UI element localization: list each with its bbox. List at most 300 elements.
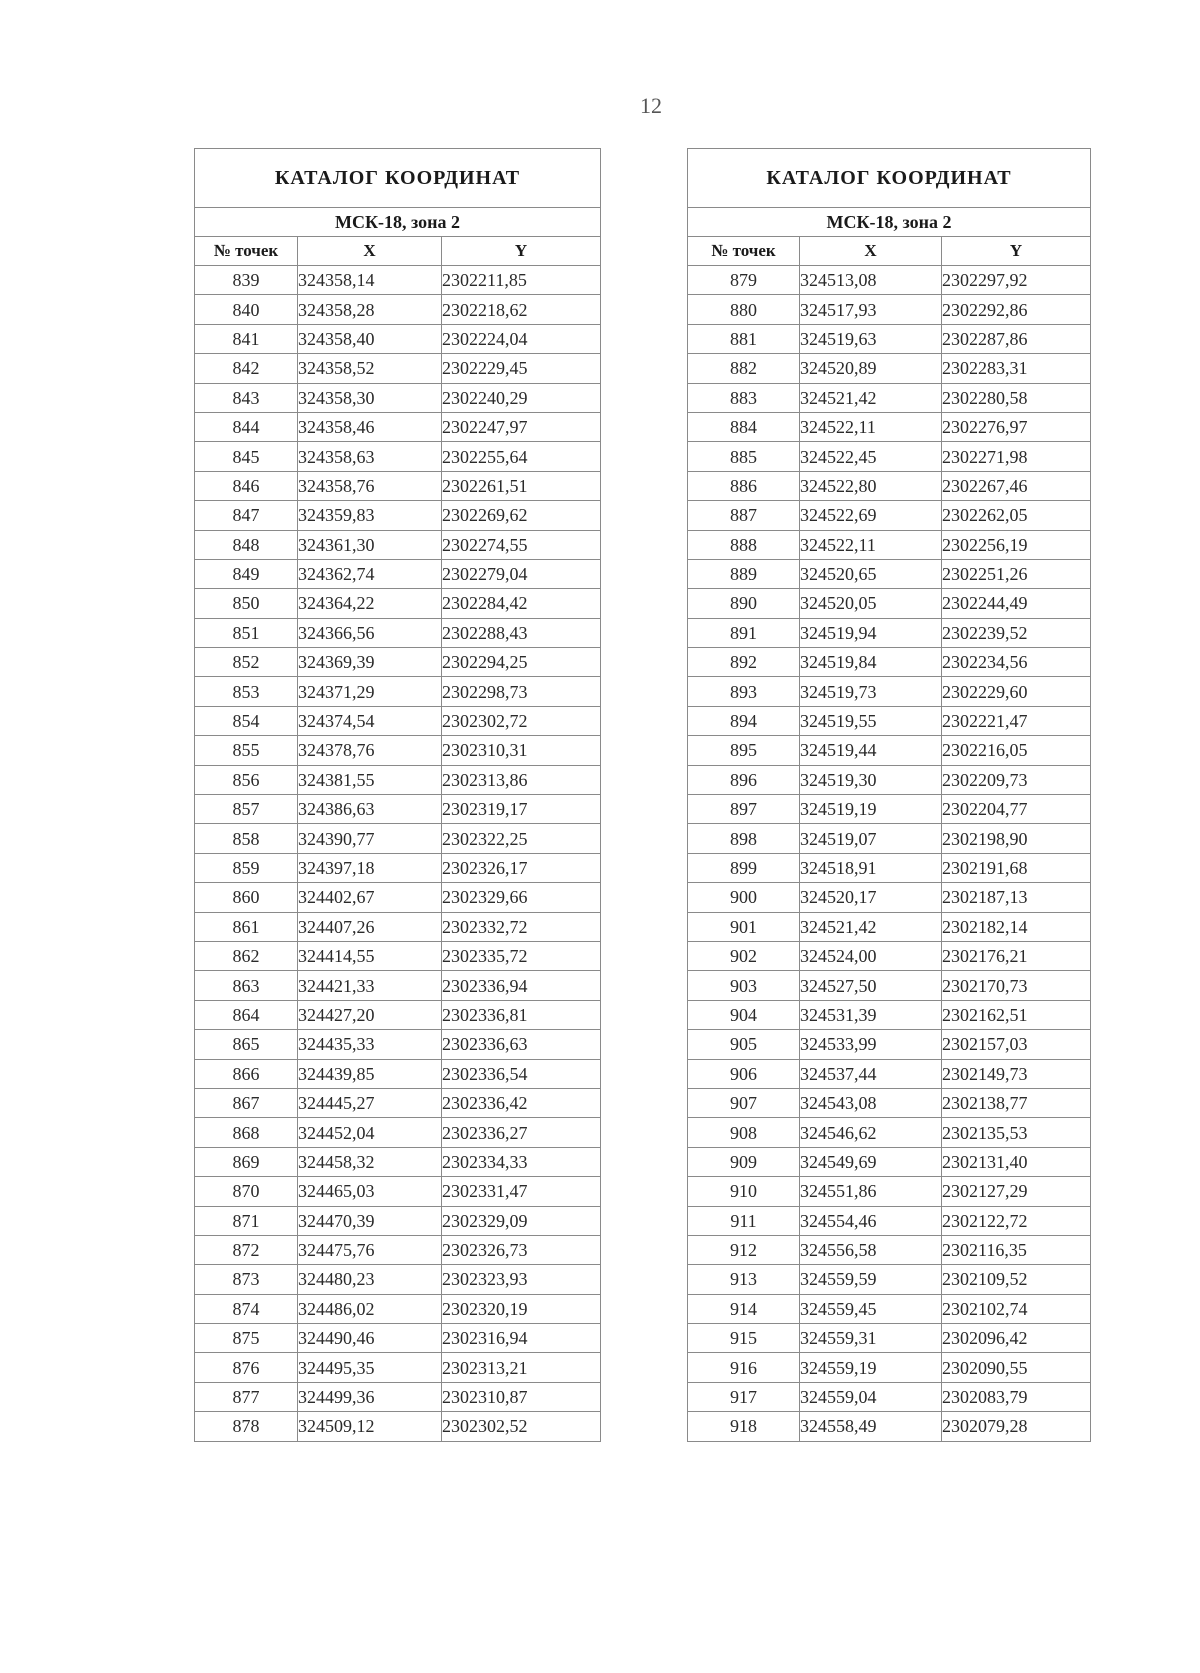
table-row xyxy=(195,941,601,970)
table-row xyxy=(195,912,601,941)
y-coordinate-cell: 2302292,86 xyxy=(942,295,1091,324)
table-row xyxy=(688,971,1091,1000)
x-coordinate-cell: 324445,27 xyxy=(298,1088,442,1117)
x-coordinate-cell: 324414,55 xyxy=(298,941,442,970)
x-coordinate-cell: 324359,83 xyxy=(298,501,442,530)
x-coordinate-cell: 324358,46 xyxy=(298,412,442,441)
point-number-cell: 878 xyxy=(195,1412,298,1441)
x-coordinate-cell: 324366,56 xyxy=(298,618,442,647)
x-coordinate-cell: 324520,65 xyxy=(800,559,942,588)
point-number-cell: 842 xyxy=(195,354,298,383)
table-row xyxy=(688,912,1091,941)
point-number-cell: 863 xyxy=(195,971,298,1000)
table-row xyxy=(688,795,1091,824)
point-number-cell: 916 xyxy=(688,1353,800,1382)
point-number-cell: 864 xyxy=(195,1000,298,1029)
y-coordinate-cell: 2302298,73 xyxy=(442,677,601,706)
table-row xyxy=(688,383,1091,412)
x-coordinate-cell: 324369,39 xyxy=(298,648,442,677)
table-row xyxy=(688,824,1091,853)
y-coordinate-cell: 2302326,73 xyxy=(442,1235,601,1264)
point-number-cell: 882 xyxy=(688,354,800,383)
column-header-point-number: № точек xyxy=(195,237,298,266)
y-coordinate-cell: 2302131,40 xyxy=(942,1147,1091,1176)
x-coordinate-cell: 324559,59 xyxy=(800,1265,942,1294)
point-number-cell: 913 xyxy=(688,1265,800,1294)
table-row xyxy=(195,324,601,353)
point-number-cell: 883 xyxy=(688,383,800,412)
point-number-cell: 868 xyxy=(195,1118,298,1147)
point-number-cell: 917 xyxy=(688,1382,800,1411)
y-coordinate-cell: 2302271,98 xyxy=(942,442,1091,471)
y-coordinate-cell: 2302331,47 xyxy=(442,1177,601,1206)
x-coordinate-cell: 324513,08 xyxy=(800,266,942,295)
table-row xyxy=(195,1059,601,1088)
table-row xyxy=(688,765,1091,794)
table-row xyxy=(195,1000,601,1029)
x-coordinate-cell: 324519,07 xyxy=(800,824,942,853)
table-row xyxy=(195,442,601,471)
y-coordinate-cell: 2302176,21 xyxy=(942,941,1091,970)
point-number-cell: 918 xyxy=(688,1412,800,1441)
x-coordinate-cell: 324533,99 xyxy=(800,1030,942,1059)
table-row xyxy=(688,412,1091,441)
y-coordinate-cell: 2302276,97 xyxy=(942,412,1091,441)
point-number-cell: 876 xyxy=(195,1353,298,1382)
point-number-cell: 869 xyxy=(195,1147,298,1176)
table-row xyxy=(688,442,1091,471)
x-coordinate-cell: 324358,28 xyxy=(298,295,442,324)
table-row xyxy=(195,648,601,677)
table-row xyxy=(195,471,601,500)
y-coordinate-cell: 2302135,53 xyxy=(942,1118,1091,1147)
table-row xyxy=(688,883,1091,912)
y-coordinate-cell: 2302313,86 xyxy=(442,765,601,794)
x-coordinate-cell: 324522,45 xyxy=(800,442,942,471)
table-row xyxy=(688,1147,1091,1176)
x-coordinate-cell: 324519,84 xyxy=(800,648,942,677)
y-coordinate-cell: 2302310,31 xyxy=(442,736,601,765)
x-coordinate-cell: 324527,50 xyxy=(800,971,942,1000)
table-subtitle: МСК-18, зона 2 xyxy=(195,208,601,237)
point-number-cell: 839 xyxy=(195,266,298,295)
point-number-cell: 908 xyxy=(688,1118,800,1147)
x-coordinate-cell: 324519,55 xyxy=(800,706,942,735)
x-coordinate-cell: 324520,89 xyxy=(800,354,942,383)
table-row xyxy=(688,706,1091,735)
point-number-cell: 891 xyxy=(688,618,800,647)
y-coordinate-cell: 2302274,55 xyxy=(442,530,601,559)
point-number-cell: 840 xyxy=(195,295,298,324)
table-row xyxy=(688,559,1091,588)
x-coordinate-cell: 324374,54 xyxy=(298,706,442,735)
table-row xyxy=(195,1147,601,1176)
y-coordinate-cell: 2302116,35 xyxy=(942,1235,1091,1264)
point-number-cell: 854 xyxy=(195,706,298,735)
y-coordinate-cell: 2302329,09 xyxy=(442,1206,601,1235)
table-row xyxy=(195,736,601,765)
x-coordinate-cell: 324517,93 xyxy=(800,295,942,324)
y-coordinate-cell: 2302336,27 xyxy=(442,1118,601,1147)
y-coordinate-cell: 2302191,68 xyxy=(942,853,1091,882)
point-number-cell: 860 xyxy=(195,883,298,912)
x-coordinate-cell: 324520,17 xyxy=(800,883,942,912)
y-coordinate-cell: 2302302,52 xyxy=(442,1412,601,1441)
table-row xyxy=(688,1059,1091,1088)
point-number-cell: 877 xyxy=(195,1382,298,1411)
table-row xyxy=(688,736,1091,765)
table-row xyxy=(195,1088,601,1117)
table-row xyxy=(688,1088,1091,1117)
y-coordinate-cell: 2302244,49 xyxy=(942,589,1091,618)
table-row xyxy=(195,354,601,383)
table-row xyxy=(195,1412,601,1441)
table-body xyxy=(195,266,601,1442)
point-number-cell: 909 xyxy=(688,1147,800,1176)
x-coordinate-cell: 324521,42 xyxy=(800,912,942,941)
y-coordinate-cell: 2302336,54 xyxy=(442,1059,601,1088)
table-row xyxy=(688,853,1091,882)
table-row xyxy=(195,1294,601,1323)
x-coordinate-cell: 324522,11 xyxy=(800,530,942,559)
point-number-cell: 895 xyxy=(688,736,800,765)
point-number-cell: 881 xyxy=(688,324,800,353)
table-row xyxy=(688,1265,1091,1294)
y-coordinate-cell: 2302204,77 xyxy=(942,795,1091,824)
point-number-cell: 861 xyxy=(195,912,298,941)
point-number-cell: 855 xyxy=(195,736,298,765)
point-number-cell: 847 xyxy=(195,501,298,530)
x-coordinate-cell: 324549,69 xyxy=(800,1147,942,1176)
table-row xyxy=(195,383,601,412)
point-number-cell: 862 xyxy=(195,941,298,970)
x-coordinate-cell: 324402,67 xyxy=(298,883,442,912)
point-number-cell: 849 xyxy=(195,559,298,588)
point-number-cell: 887 xyxy=(688,501,800,530)
x-coordinate-cell: 324362,74 xyxy=(298,559,442,588)
y-coordinate-cell: 2302332,72 xyxy=(442,912,601,941)
point-number-cell: 850 xyxy=(195,589,298,618)
table-title: КАТАЛОГ КООРДИНАТ xyxy=(195,149,601,208)
y-coordinate-cell: 2302267,46 xyxy=(942,471,1091,500)
x-coordinate-cell: 324521,42 xyxy=(800,383,942,412)
point-number-cell: 858 xyxy=(195,824,298,853)
x-coordinate-cell: 324519,19 xyxy=(800,795,942,824)
x-coordinate-cell: 324520,05 xyxy=(800,589,942,618)
x-coordinate-cell: 324358,63 xyxy=(298,442,442,471)
y-coordinate-cell: 2302247,97 xyxy=(442,412,601,441)
y-coordinate-cell: 2302102,74 xyxy=(942,1294,1091,1323)
y-coordinate-cell: 2302297,92 xyxy=(942,266,1091,295)
table-row xyxy=(195,1324,601,1353)
table-row xyxy=(195,412,601,441)
table-row xyxy=(688,1324,1091,1353)
y-coordinate-cell: 2302122,72 xyxy=(942,1206,1091,1235)
x-coordinate-cell: 324378,76 xyxy=(298,736,442,765)
point-number-cell: 898 xyxy=(688,824,800,853)
point-number-cell: 867 xyxy=(195,1088,298,1117)
y-coordinate-cell: 2302269,62 xyxy=(442,501,601,530)
x-coordinate-cell: 324361,30 xyxy=(298,530,442,559)
point-number-cell: 856 xyxy=(195,765,298,794)
table-row xyxy=(688,1030,1091,1059)
coordinate-catalog-table xyxy=(194,148,601,1442)
coordinate-catalog-table xyxy=(687,148,1091,1442)
x-coordinate-cell: 324381,55 xyxy=(298,765,442,794)
y-coordinate-cell: 2302224,04 xyxy=(442,324,601,353)
x-coordinate-cell: 324421,33 xyxy=(298,971,442,1000)
x-coordinate-cell: 324531,39 xyxy=(800,1000,942,1029)
x-coordinate-cell: 324551,86 xyxy=(800,1177,942,1206)
y-coordinate-cell: 2302211,85 xyxy=(442,266,601,295)
y-coordinate-cell: 2302138,77 xyxy=(942,1088,1091,1117)
x-coordinate-cell: 324475,76 xyxy=(298,1235,442,1264)
point-number-cell: 894 xyxy=(688,706,800,735)
y-coordinate-cell: 2302218,62 xyxy=(442,295,601,324)
y-coordinate-cell: 2302302,72 xyxy=(442,706,601,735)
y-coordinate-cell: 2302335,72 xyxy=(442,941,601,970)
y-coordinate-cell: 2302149,73 xyxy=(942,1059,1091,1088)
table-row xyxy=(195,1265,601,1294)
point-number-cell: 872 xyxy=(195,1235,298,1264)
point-number-cell: 880 xyxy=(688,295,800,324)
x-coordinate-cell: 324524,00 xyxy=(800,941,942,970)
table-row xyxy=(195,618,601,647)
y-coordinate-cell: 2302283,31 xyxy=(942,354,1091,383)
y-coordinate-cell: 2302323,93 xyxy=(442,1265,601,1294)
table-row xyxy=(688,530,1091,559)
column-header-point-number: № точек xyxy=(688,237,800,266)
y-coordinate-cell: 2302209,73 xyxy=(942,765,1091,794)
x-coordinate-cell: 324407,26 xyxy=(298,912,442,941)
table-row xyxy=(195,295,601,324)
point-number-cell: 907 xyxy=(688,1088,800,1117)
table-row xyxy=(688,1206,1091,1235)
x-coordinate-cell: 324537,44 xyxy=(800,1059,942,1088)
point-number-cell: 912 xyxy=(688,1235,800,1264)
table-row xyxy=(195,1177,601,1206)
point-number-cell: 890 xyxy=(688,589,800,618)
column-header-x: X xyxy=(800,237,942,266)
table-row xyxy=(195,706,601,735)
point-number-cell: 902 xyxy=(688,941,800,970)
point-number-cell: 848 xyxy=(195,530,298,559)
x-coordinate-cell: 324470,39 xyxy=(298,1206,442,1235)
point-number-cell: 910 xyxy=(688,1177,800,1206)
y-coordinate-cell: 2302280,58 xyxy=(942,383,1091,412)
x-coordinate-cell: 324519,73 xyxy=(800,677,942,706)
point-number-cell: 896 xyxy=(688,765,800,794)
x-coordinate-cell: 324435,33 xyxy=(298,1030,442,1059)
y-coordinate-cell: 2302261,51 xyxy=(442,471,601,500)
x-coordinate-cell: 324559,45 xyxy=(800,1294,942,1323)
column-header-y: Y xyxy=(442,237,601,266)
table-row xyxy=(195,1353,601,1382)
table-row xyxy=(195,266,601,295)
x-coordinate-cell: 324546,62 xyxy=(800,1118,942,1147)
x-coordinate-cell: 324480,23 xyxy=(298,1265,442,1294)
x-coordinate-cell: 324519,30 xyxy=(800,765,942,794)
y-coordinate-cell: 2302234,56 xyxy=(942,648,1091,677)
point-number-cell: 889 xyxy=(688,559,800,588)
y-coordinate-cell: 2302320,19 xyxy=(442,1294,601,1323)
x-coordinate-cell: 324371,29 xyxy=(298,677,442,706)
x-coordinate-cell: 324397,18 xyxy=(298,853,442,882)
table-row xyxy=(688,1294,1091,1323)
table-row xyxy=(688,1382,1091,1411)
page-number: 12 xyxy=(640,93,662,118)
x-coordinate-cell: 324499,36 xyxy=(298,1382,442,1411)
table-row xyxy=(688,677,1091,706)
table-row xyxy=(195,853,601,882)
x-coordinate-cell: 324390,77 xyxy=(298,824,442,853)
table-row xyxy=(688,266,1091,295)
x-coordinate-cell: 324358,30 xyxy=(298,383,442,412)
y-coordinate-cell: 2302336,42 xyxy=(442,1088,601,1117)
point-number-cell: 885 xyxy=(688,442,800,471)
point-number-cell: 871 xyxy=(195,1206,298,1235)
y-coordinate-cell: 2302229,60 xyxy=(942,677,1091,706)
y-coordinate-cell: 2302334,33 xyxy=(442,1147,601,1176)
point-number-cell: 873 xyxy=(195,1265,298,1294)
table-row xyxy=(195,1206,601,1235)
table-row xyxy=(688,1000,1091,1029)
x-coordinate-cell: 324386,63 xyxy=(298,795,442,824)
x-coordinate-cell: 324543,08 xyxy=(800,1088,942,1117)
point-number-cell: 893 xyxy=(688,677,800,706)
table-row xyxy=(195,559,601,588)
point-number-cell: 884 xyxy=(688,412,800,441)
table-row xyxy=(195,501,601,530)
table-row xyxy=(195,971,601,1000)
y-coordinate-cell: 2302322,25 xyxy=(442,824,601,853)
y-coordinate-cell: 2302090,55 xyxy=(942,1353,1091,1382)
y-coordinate-cell: 2302336,81 xyxy=(442,1000,601,1029)
x-coordinate-cell: 324522,80 xyxy=(800,471,942,500)
x-coordinate-cell: 324559,31 xyxy=(800,1324,942,1353)
table-row xyxy=(688,295,1091,324)
table-row xyxy=(195,1118,601,1147)
point-number-cell: 875 xyxy=(195,1324,298,1353)
x-coordinate-cell: 324509,12 xyxy=(298,1412,442,1441)
y-coordinate-cell: 2302198,90 xyxy=(942,824,1091,853)
point-number-cell: 903 xyxy=(688,971,800,1000)
x-coordinate-cell: 324358,76 xyxy=(298,471,442,500)
x-coordinate-cell: 324452,04 xyxy=(298,1118,442,1147)
point-number-cell: 851 xyxy=(195,618,298,647)
table-row xyxy=(195,1382,601,1411)
table-row xyxy=(688,618,1091,647)
y-coordinate-cell: 2302229,45 xyxy=(442,354,601,383)
point-number-cell: 892 xyxy=(688,648,800,677)
x-coordinate-cell: 324556,58 xyxy=(800,1235,942,1264)
table-row xyxy=(688,1118,1091,1147)
table-row xyxy=(195,824,601,853)
y-coordinate-cell: 2302216,05 xyxy=(942,736,1091,765)
x-coordinate-cell: 324559,04 xyxy=(800,1382,942,1411)
x-coordinate-cell: 324522,69 xyxy=(800,501,942,530)
y-coordinate-cell: 2302255,64 xyxy=(442,442,601,471)
y-coordinate-cell: 2302310,87 xyxy=(442,1382,601,1411)
point-number-cell: 853 xyxy=(195,677,298,706)
point-number-cell: 843 xyxy=(195,383,298,412)
y-coordinate-cell: 2302294,25 xyxy=(442,648,601,677)
x-coordinate-cell: 324364,22 xyxy=(298,589,442,618)
y-coordinate-cell: 2302256,19 xyxy=(942,530,1091,559)
y-coordinate-cell: 2302187,13 xyxy=(942,883,1091,912)
table-row xyxy=(688,941,1091,970)
x-coordinate-cell: 324439,85 xyxy=(298,1059,442,1088)
x-coordinate-cell: 324522,11 xyxy=(800,412,942,441)
y-coordinate-cell: 2302170,73 xyxy=(942,971,1091,1000)
point-number-cell: 852 xyxy=(195,648,298,677)
x-coordinate-cell: 324358,52 xyxy=(298,354,442,383)
y-coordinate-cell: 2302079,28 xyxy=(942,1412,1091,1441)
x-coordinate-cell: 324458,32 xyxy=(298,1147,442,1176)
table-row xyxy=(688,648,1091,677)
point-number-cell: 906 xyxy=(688,1059,800,1088)
y-coordinate-cell: 2302127,29 xyxy=(942,1177,1091,1206)
point-number-cell: 845 xyxy=(195,442,298,471)
table-row xyxy=(688,1177,1091,1206)
x-coordinate-cell: 324558,49 xyxy=(800,1412,942,1441)
column-header-y: Y xyxy=(942,237,1091,266)
table-row xyxy=(688,354,1091,383)
point-number-cell: 897 xyxy=(688,795,800,824)
point-number-cell: 874 xyxy=(195,1294,298,1323)
point-number-cell: 905 xyxy=(688,1030,800,1059)
table-row xyxy=(195,677,601,706)
table-row xyxy=(195,1030,601,1059)
x-coordinate-cell: 324495,35 xyxy=(298,1353,442,1382)
y-coordinate-cell: 2302221,47 xyxy=(942,706,1091,735)
table-row xyxy=(195,795,601,824)
point-number-cell: 900 xyxy=(688,883,800,912)
point-number-cell: 844 xyxy=(195,412,298,441)
y-coordinate-cell: 2302096,42 xyxy=(942,1324,1091,1353)
point-number-cell: 857 xyxy=(195,795,298,824)
x-coordinate-cell: 324559,19 xyxy=(800,1353,942,1382)
y-coordinate-cell: 2302336,63 xyxy=(442,1030,601,1059)
point-number-cell: 865 xyxy=(195,1030,298,1059)
y-coordinate-cell: 2302313,21 xyxy=(442,1353,601,1382)
y-coordinate-cell: 2302240,29 xyxy=(442,383,601,412)
y-coordinate-cell: 2302326,17 xyxy=(442,853,601,882)
y-coordinate-cell: 2302329,66 xyxy=(442,883,601,912)
y-coordinate-cell: 2302162,51 xyxy=(942,1000,1091,1029)
y-coordinate-cell: 2302284,42 xyxy=(442,589,601,618)
point-number-cell: 841 xyxy=(195,324,298,353)
x-coordinate-cell: 324358,40 xyxy=(298,324,442,353)
point-number-cell: 870 xyxy=(195,1177,298,1206)
y-coordinate-cell: 2302239,52 xyxy=(942,618,1091,647)
y-coordinate-cell: 2302083,79 xyxy=(942,1382,1091,1411)
x-coordinate-cell: 324519,63 xyxy=(800,324,942,353)
table-row xyxy=(195,589,601,618)
y-coordinate-cell: 2302262,05 xyxy=(942,501,1091,530)
point-number-cell: 846 xyxy=(195,471,298,500)
table-row xyxy=(195,765,601,794)
point-number-cell: 879 xyxy=(688,266,800,295)
point-number-cell: 911 xyxy=(688,1206,800,1235)
y-coordinate-cell: 2302279,04 xyxy=(442,559,601,588)
table-title: КАТАЛОГ КООРДИНАТ xyxy=(688,149,1091,208)
y-coordinate-cell: 2302287,86 xyxy=(942,324,1091,353)
x-coordinate-cell: 324427,20 xyxy=(298,1000,442,1029)
table-row xyxy=(688,1235,1091,1264)
y-coordinate-cell: 2302336,94 xyxy=(442,971,601,1000)
x-coordinate-cell: 324519,94 xyxy=(800,618,942,647)
